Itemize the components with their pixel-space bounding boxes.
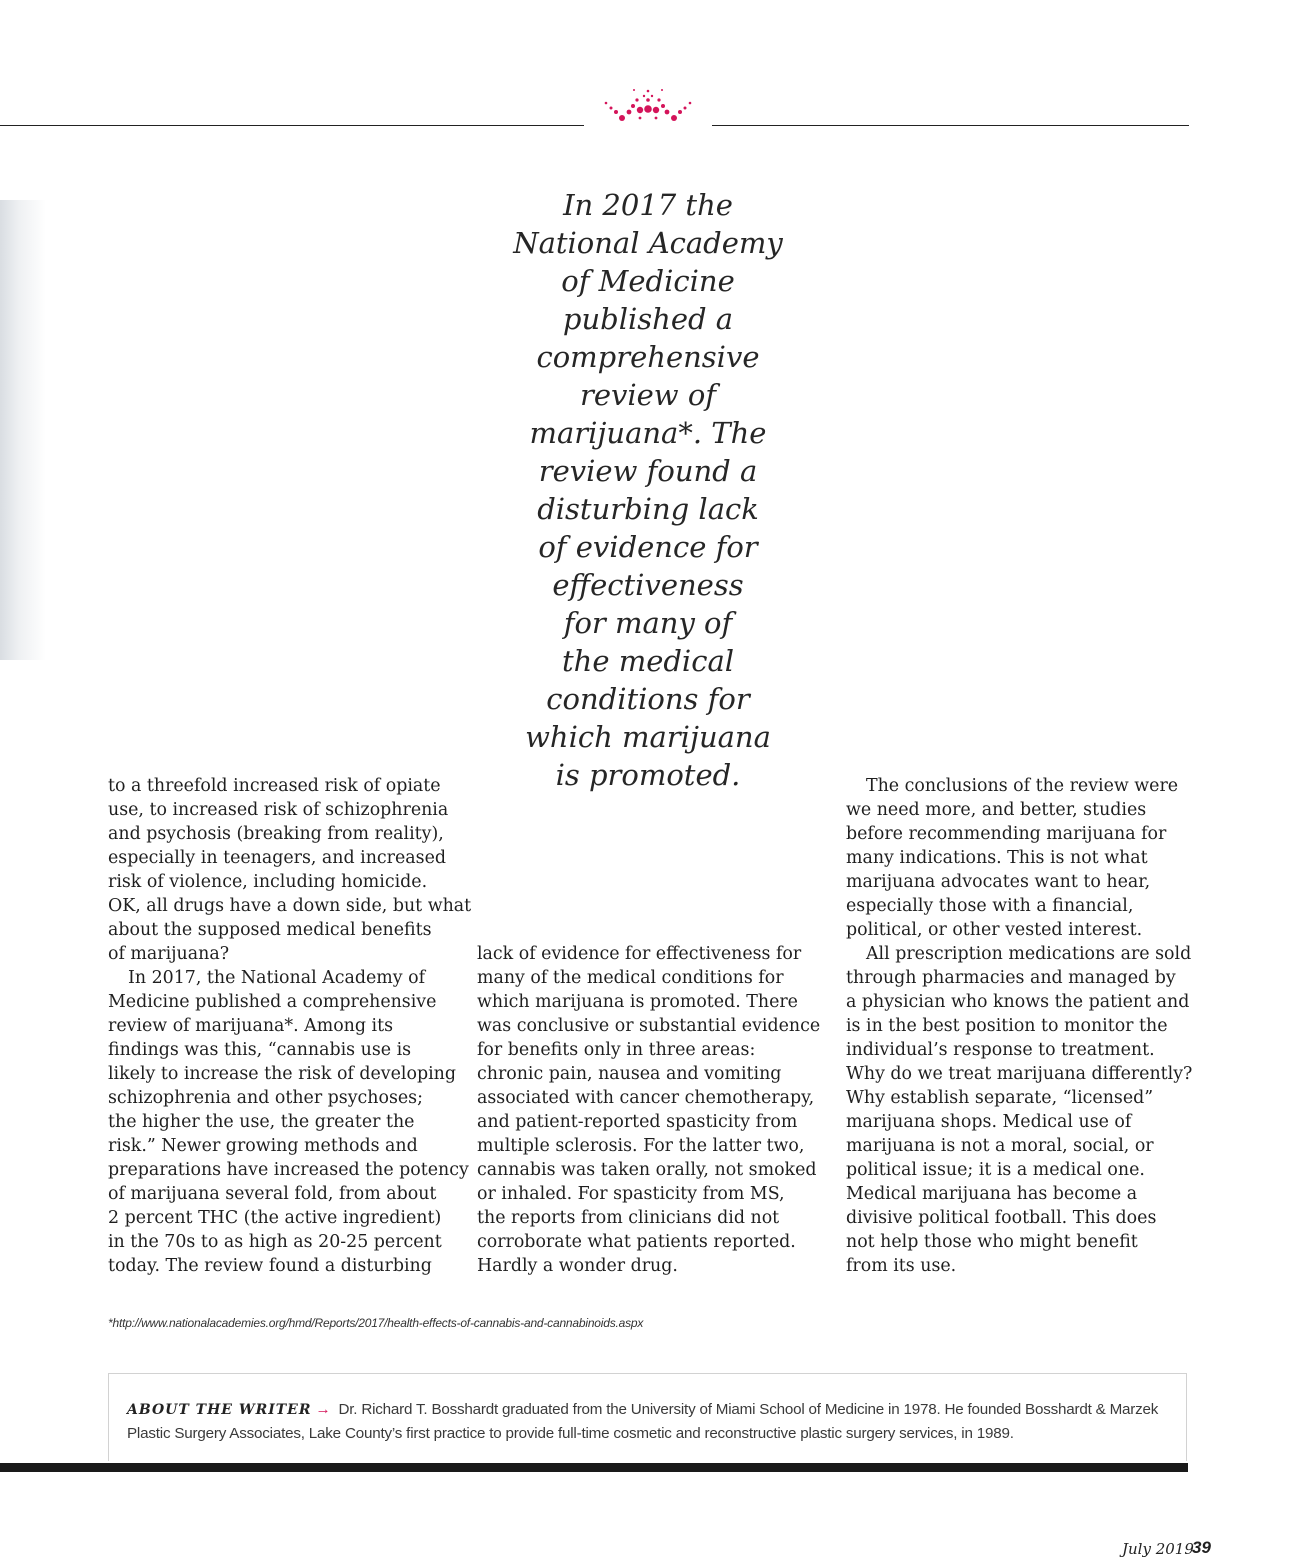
- pull-quote: [480, 186, 816, 794]
- pull-quote-line: In 2017 the: [563, 188, 733, 222]
- body-line: for benefits only in three areas:: [477, 1040, 756, 1060]
- body-line: Medical marijuana has become a: [846, 1184, 1138, 1204]
- dot-crown-ornament-icon: [600, 86, 696, 128]
- body-line: individual’s response to treatment.: [846, 1040, 1155, 1060]
- footnote-url[interactable]: *http://www.nationalacademies.org/hmd/Reports/2017/health-effects-of-cannabis-and-cannabinoids.aspx: [108, 1316, 644, 1330]
- body-column-1: [108, 774, 472, 1278]
- body-line: cannabis was taken orally, not smoked: [477, 1160, 817, 1180]
- body-line: before recommending marijuana for: [846, 824, 1167, 844]
- arrow-right-icon: →: [315, 1401, 331, 1418]
- about-label: ABOUT THE WRITER: [127, 1402, 312, 1418]
- body-line: In 2017, the National Academy of: [128, 968, 426, 988]
- about-line-1: [127, 1398, 1177, 1422]
- body-line: about the supposed medical benefits: [108, 920, 432, 940]
- about-the-writer-text: [127, 1398, 1177, 1446]
- body-line: review of marijuana*. Among its: [108, 1016, 394, 1036]
- body-column-2: [477, 942, 821, 1278]
- body-line: chronic pain, nausea and vomiting: [477, 1064, 782, 1084]
- body-line: OK, all drugs have a down side, but what: [108, 896, 472, 916]
- body-line: Why establish separate, “licensed”: [846, 1088, 1154, 1108]
- body-line: divisive political football. This does: [846, 1208, 1157, 1228]
- body-line: through pharmacies and managed by: [846, 968, 1176, 988]
- body-line: corroborate what patients reported.: [477, 1232, 796, 1252]
- body-line: 2 percent THC (the active ingredient): [108, 1208, 442, 1228]
- pull-quote-line: marijuana*. The: [529, 416, 767, 450]
- pull-quote-line: for many of: [563, 606, 733, 640]
- pull-quote-line: is promoted.: [555, 758, 741, 792]
- pull-quote-line: disturbing lack: [537, 492, 759, 526]
- body-line: which marijuana is promoted. There: [477, 992, 798, 1012]
- body-line: schizophrenia and other psychoses;: [108, 1088, 423, 1108]
- body-line: of marijuana several fold, from about: [108, 1184, 437, 1204]
- issue-date: July 2019: [1122, 1540, 1194, 1558]
- pull-quote-line: published a: [562, 302, 734, 336]
- pull-quote-line: of evidence for: [538, 530, 758, 564]
- pull-quote-line: comprehensive: [536, 340, 760, 374]
- body-line: risk.” Newer growing methods and: [108, 1136, 418, 1156]
- bottom-rule-bar: [0, 1463, 1188, 1472]
- about-text-line-2: Plastic Surgery Associates, Lake County’s first practice to provide full-time cosmetic and reconstructive plastic surgery services, in 1989.: [127, 1425, 1014, 1442]
- body-line: the higher the use, the greater the: [108, 1112, 415, 1132]
- body-line: risk of violence, including homicide.: [108, 872, 428, 892]
- pull-quote-line: National Academy: [513, 226, 783, 260]
- body-line: marijuana shops. Medical use of: [846, 1112, 1132, 1132]
- about-the-writer-box: [108, 1373, 1187, 1461]
- left-edge-shadow: [0, 200, 46, 660]
- body-line: the reports from clinicians did not: [477, 1208, 780, 1228]
- about-text-line-1: Dr. Richard T. Bosshardt graduated from the University of Miami School of Medicine in 1978. He founded Bosshardt & Marzek: [338, 1401, 1159, 1418]
- body-line: Why do we treat marijuana differently?: [846, 1064, 1193, 1084]
- body-line: and patient-reported spasticity from: [477, 1112, 798, 1132]
- pull-quote-line: effectiveness: [552, 568, 744, 602]
- body-line: of marijuana?: [108, 944, 230, 964]
- body-line: lack of evidence for effectiveness for: [477, 944, 802, 964]
- body-line: a physician who knows the patient and: [846, 992, 1190, 1012]
- pull-quote-line: conditions for: [546, 682, 750, 716]
- body-line: is in the best position to monitor the: [846, 1016, 1168, 1036]
- body-line: use, to increased risk of schizophrenia: [108, 800, 449, 820]
- body-line: or inhaled. For spasticity from MS,: [477, 1184, 785, 1204]
- body-line: marijuana is not a moral, social, or: [846, 1136, 1154, 1156]
- body-line: marijuana advocates want to hear,: [846, 872, 1151, 892]
- body-line: especially in teenagers, and increased: [108, 848, 446, 868]
- header-rule-left: [0, 125, 584, 126]
- body-line: today. The review found a disturbing: [108, 1256, 432, 1276]
- body-column-3: [846, 774, 1193, 1278]
- page-number: 39: [1192, 1538, 1211, 1557]
- body-line: many indications. This is not what: [846, 848, 1148, 868]
- body-line: from its use.: [846, 1256, 957, 1276]
- body-line: associated with cancer chemotherapy,: [477, 1088, 815, 1108]
- body-line: and psychosis (breaking from reality),: [108, 824, 444, 844]
- body-line: was conclusive or substantial evidence: [477, 1016, 821, 1036]
- header-rule-right: [712, 125, 1189, 126]
- body-line: political, or other vested interest.: [846, 920, 1143, 940]
- pull-quote-line: review of: [579, 378, 717, 412]
- body-line: especially those with a financial,: [846, 896, 1134, 916]
- body-line: The conclusions of the review were: [866, 776, 1179, 796]
- body-line: to a threefold increased risk of opiate: [108, 776, 441, 796]
- body-line: multiple sclerosis. For the latter two,: [477, 1136, 805, 1156]
- body-line: All prescription medications are sold: [866, 944, 1192, 964]
- body-line: Medicine published a comprehensive: [108, 992, 437, 1012]
- body-line: many of the medical conditions for: [477, 968, 784, 988]
- body-line: preparations have increased the potency: [108, 1160, 469, 1180]
- pull-quote-line: of Medicine: [561, 264, 735, 298]
- pull-quote-line: which marijuana: [525, 720, 771, 754]
- body-line: Hardly a wonder drug.: [477, 1256, 678, 1276]
- body-line: we need more, and better, studies: [846, 800, 1147, 820]
- body-line: not help those who might benefit: [846, 1232, 1138, 1252]
- body-line: in the 70s to as high as 20-25 percent: [108, 1232, 442, 1252]
- body-line: findings was this, “cannabis use is: [108, 1040, 412, 1060]
- body-line: political issue; it is a medical one.: [846, 1160, 1145, 1180]
- pull-quote-line: review found a: [538, 454, 758, 488]
- pull-quote-line: the medical: [561, 644, 735, 678]
- body-line: likely to increase the risk of developing: [108, 1064, 456, 1084]
